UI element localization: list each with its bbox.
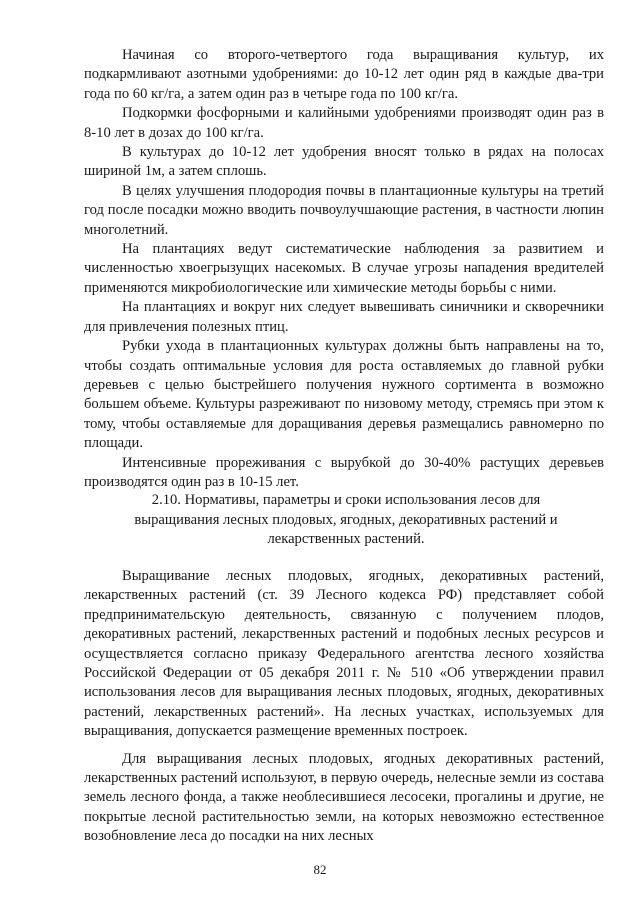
- section-heading-line: выращивания лесных плодовых, ягодных, декоративных растений и: [134, 511, 558, 528]
- body-text-bottom: [84, 567, 604, 847]
- paragraph: В целях улучшения плодородия почвы в плантационные культуры на третий год после посадки можно вводить почвоулучшающие растения, в частности люпин многолетний.: [84, 182, 604, 238]
- paragraph: Интенсивные прореживания с вырубкой до 30-40% растущих деревьев производятся один раз в 10-15 лет.: [84, 454, 604, 490]
- section-heading-line: лекарственных растений.: [267, 531, 425, 548]
- paragraph: На плантациях ведут систематические наблюдения за развитием и численностью хвоегрызущих насекомых. В случае угрозы нападения вредителей применяются микробиологические или химические методы борьбы с ними.: [84, 241, 604, 296]
- paragraph: Для выращивания лесных плодовых, ягодных декоративных растений, лекарственных растений используют, в первую очередь, нелесные земли из состава земель лесного фонда, а также необлесившиеся лесосеки, прогалины и другие, не покрытые лесной растительностью земли, на которых невозможно естественное возобновление леса до посадки на них лесных: [84, 750, 604, 845]
- section-heading-line: 2.10. Нормативы, параметры и сроки использования лесов для: [151, 492, 541, 508]
- body-text-top: [84, 46, 604, 492]
- paragraph: Рубки ухода в плантационных культурах должны быть направлены на то, чтобы создать оптимальные условия для роста оставляемых до главной рубки деревьев с целью быстрейшего получения нужного сортимента в возможно большем объеме. Культуры разреживают по низовому методу, стремясь при этом к тому, чтобы оставляемые для доращивания деревья размещались равномерно по площади.: [84, 338, 604, 452]
- paragraph: В культурах до 10-12 лет удобрения вносят только в рядах на полосах шириной 1м, а затем сплошь.: [84, 144, 604, 180]
- paragraph: Начиная со второго-четвертого года выращивания культур, их подкармливают азотными удобрениями: до 10-12 лет один ряд в каждые два-три года по 60 кг/га, а затем один раз в четыре года по 100 кг/га.: [84, 47, 604, 102]
- page-number: 82: [313, 862, 327, 877]
- paragraph: Выращивание лесных плодовых, ягодных, декоративных растений, лекарственных растений (ст. 39 Лесного кодекса РФ) представляет собой предпринимательскую деятельность, связанную с получением плодов, декоративных растений, лекарственных растений и подобных лесных ресурсов и осуществляется согласно приказу Федерального агентства лесного хозяйства Российской Федерации от 05 декабря 2011 г. № 510 «Об утверждении правил использования лесов для выращивания лесных плодовых, ягодных, декоративных растений, лекарственных растений». На лесных участках, используемых для выращивания, допускается размещение временных построек.: [84, 568, 604, 740]
- section-heading: [96, 491, 596, 550]
- paragraph: Подкормки фосфорными и калийными удобрениями производят один раз в 8-10 лет в дозах до 100 кг/га.: [84, 105, 604, 141]
- paragraph: На плантациях и вокруг них следует вывешивать синичники и скворечники для привлечения полезных птиц.: [84, 299, 604, 335]
